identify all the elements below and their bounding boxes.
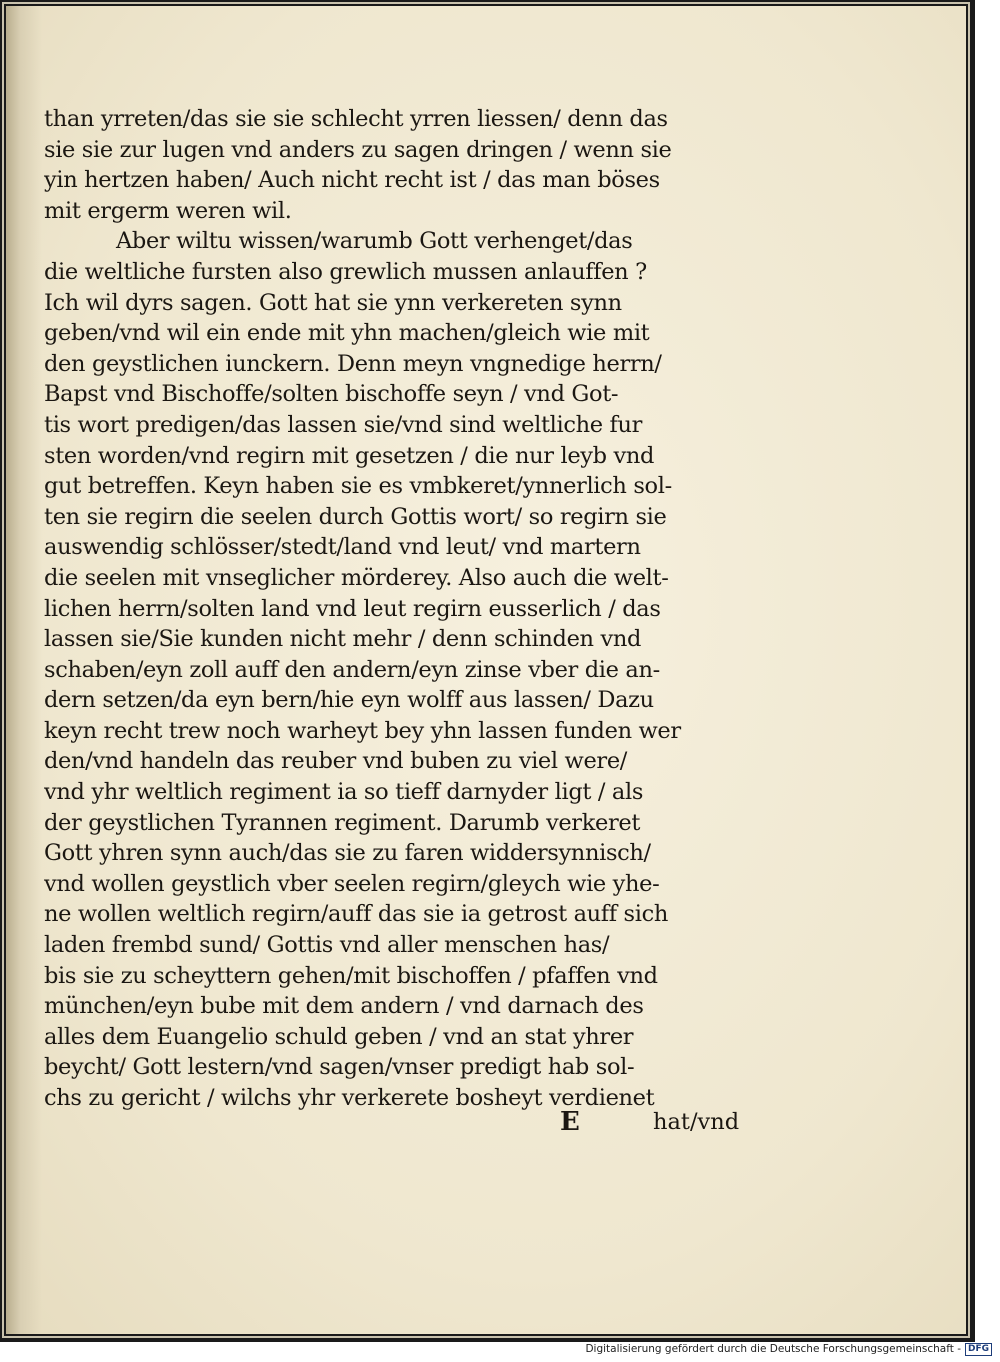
- text-line: ne wollen weltlich regirn/auff das sie ia getrost auff sich: [44, 901, 668, 928]
- text-line: sie sie zur lugen vnd anders zu sagen dringen / wenn sie: [44, 136, 672, 163]
- text-line: Aber wiltu wissen/warumb Gott verhenget/das: [116, 228, 633, 255]
- text-line: den geystlichen iunckern. Denn meyn vngnedige herrn/: [44, 350, 662, 377]
- text-line: auswendig schlösser/stedt/land vnd leut/ vnd martern: [44, 534, 641, 561]
- text-line: dern setzen/da eyn bern/hie eyn wolff aus lassen/ Dazu: [44, 687, 654, 714]
- text-line: Bapst vnd Bischoffe/solten bischoffe seyn / vnd Got-: [44, 381, 619, 408]
- text-line: bis sie zu scheyttern gehen/mit bischoffen / pfaffen vnd: [44, 962, 658, 989]
- text-line: laden frembd sund/ Gottis vnd aller menschen has/: [44, 932, 610, 959]
- text-line: lassen sie/Sie kunden nicht mehr / denn schinden vnd: [44, 626, 642, 653]
- text-line: die seelen mit vnseglicher mörderey. Also auch die welt-: [44, 564, 669, 591]
- text-line: chs zu gericht / wilchs yhr verkerete bosheyt verdienet: [44, 1085, 655, 1111]
- text-line: keyn recht trew noch warheyt bey yhn lassen funden wer: [44, 717, 681, 744]
- funding-credit: Digitalisierung gefördert durch die Deutsche Forschungsgemeinschaft -: [585, 1343, 961, 1355]
- book-page: [6, 6, 966, 1334]
- text-line: Gott yhren synn auch/das sie zu faren widdersynnisch/: [44, 840, 651, 867]
- page-text: [44, 104, 760, 1114]
- catchword: hat/vnd: [653, 1109, 740, 1135]
- text-line: die weltliche fursten also grewlich mussen anlauffen ?: [44, 258, 647, 285]
- text-line: tis wort predigen/das lassen sie/vnd sind weltliche fur: [44, 411, 643, 438]
- text-line: gut betreffen. Keyn haben sie es vmbkeret/ynnerlich sol-: [44, 473, 672, 500]
- text-line: der geystlichen Tyrannen regiment. Darumb verkeret: [44, 809, 641, 836]
- dfg-logo: DFG: [965, 1343, 992, 1356]
- text-line: schaben/eyn zoll auff den andern/eyn zinse vber die an-: [44, 656, 660, 683]
- signature-mark: E: [560, 1107, 580, 1137]
- text-line: lichen herrn/solten land vnd leut regirn eusserlich / das: [44, 595, 661, 622]
- text-line: den/vnd handeln das reuber vnd buben zu viel were/: [44, 748, 628, 775]
- text-line: mit ergerm weren wil.: [44, 197, 292, 224]
- text-line: beycht/ Gott lestern/vnd sagen/vnser predigt hab sol-: [44, 1054, 635, 1081]
- text-line: vnd yhr weltlich regiment ia so tieff darnyder ligt / als: [44, 779, 644, 806]
- text-line: münchen/eyn bube mit dem andern / vnd darnach des: [44, 993, 644, 1020]
- spine-shadow: [6, 6, 42, 1334]
- text-line: sten worden/vnd regirn mit gesetzen / die nur leyb vnd: [44, 442, 655, 469]
- text-line: ten sie regirn die seelen durch Gottis wort/ so regirn sie: [44, 503, 667, 530]
- text-line: than yrreten/das sie sie schlecht yrren liessen/ denn das: [44, 106, 668, 132]
- funding-footer: [585, 1342, 992, 1356]
- text-line: vnd wollen geystlich vber seelen regirn/gleych wie yhe-: [44, 870, 660, 897]
- text-line: Ich wil dyrs sagen. Gott hat sie ynn verkereten synn: [44, 289, 622, 316]
- page-footer-marks: [44, 1107, 760, 1139]
- text-line: alles dem Euangelio schuld geben / vnd an stat yhrer: [44, 1023, 634, 1050]
- text-line: yin hertzen haben/ Auch nicht recht ist / das man böses: [44, 167, 660, 194]
- text-line: geben/vnd wil ein ende mit yhn machen/gleich wie mit: [44, 320, 650, 347]
